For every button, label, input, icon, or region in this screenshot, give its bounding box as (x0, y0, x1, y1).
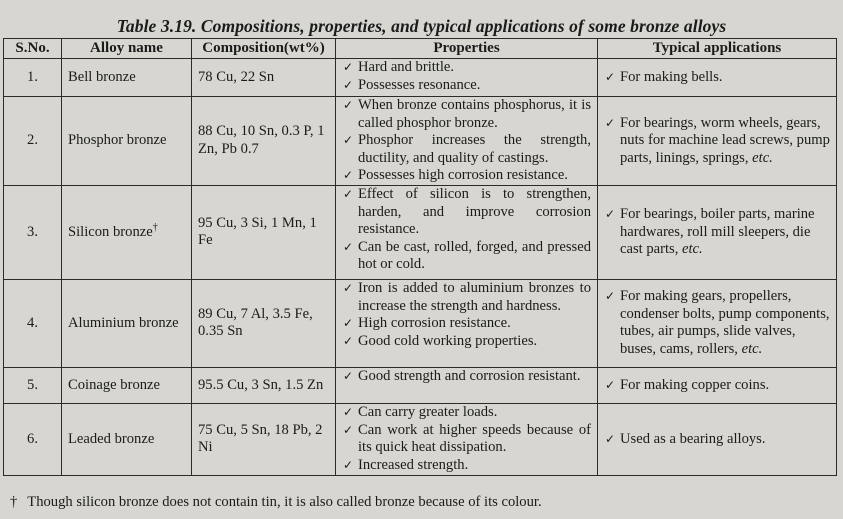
properties-cell (336, 367, 598, 403)
table-row (4, 59, 837, 97)
property-item (342, 186, 591, 239)
footnote-reference: † (152, 221, 158, 233)
property-item (342, 457, 591, 475)
property-item (342, 132, 591, 167)
check-icon: ✓ (343, 280, 354, 295)
application-text: For making bells. (620, 68, 723, 85)
sno-cell: 2. (4, 97, 62, 186)
composition-cell: 88 Cu, 10 Sn, 0.3 P, 1 Zn, Pb 0.7 (192, 97, 336, 186)
check-icon: ✓ (605, 377, 616, 392)
sno-cell: 6. (4, 403, 62, 475)
property-item (342, 422, 591, 457)
check-icon: ✓ (343, 133, 354, 148)
properties-cell (336, 59, 598, 97)
alloy-name-cell (62, 367, 192, 403)
property-text: When bronze contains phosphorus, it is called phosphor bronze. (358, 97, 591, 131)
composition-cell: 95.5 Cu, 3 Sn, 1.5 Zn (192, 367, 336, 403)
applications-list (604, 206, 830, 259)
property-item (342, 239, 591, 274)
alloy-name-cell (62, 403, 192, 475)
properties-list (342, 280, 591, 350)
table-row (4, 367, 837, 403)
properties-list (342, 186, 591, 274)
property-text: Hard and brittle. (358, 59, 455, 75)
table-header-row (4, 39, 837, 59)
check-icon: ✓ (343, 368, 354, 383)
property-text: Can work at higher speeds because of its quick heat dissipation. (358, 421, 591, 456)
property-item (342, 333, 591, 351)
alloy-name: Silicon bronze (68, 223, 153, 240)
check-icon: ✓ (343, 60, 354, 74)
footnote (10, 494, 542, 511)
check-icon: ✓ (343, 316, 354, 331)
table-row (4, 185, 837, 279)
application-text: For bearings, boiler parts, marine hardwares, roll mill sleepers, die cast parts, etc. (620, 206, 815, 258)
table-body (4, 59, 837, 476)
property-text: Good strength and corrosion resistant. (358, 367, 581, 384)
application-item (604, 377, 830, 395)
check-icon: ✓ (343, 457, 354, 472)
property-text: Iron is added to aluminium bronzes to increase the strength and hardness. (358, 279, 591, 314)
property-text: Phosphor increases the strength, ductility, and quality of castings. (358, 132, 591, 166)
property-item (342, 368, 591, 386)
property-text: Possesses resonance. (358, 76, 481, 93)
application-text: Used as a bearing alloys. (620, 430, 766, 447)
property-text: Good cold working properties. (358, 332, 538, 349)
property-item (342, 59, 591, 77)
sno-cell: 1. (4, 59, 62, 97)
sno-cell: 5. (4, 367, 62, 403)
application-text: For making gears, propellers, condenser bolts, pump components, tubes, air pumps, slide valves, buses, cams, rollers, etc. (620, 288, 830, 358)
property-item (342, 167, 591, 185)
column-header-applications: Typical applications (598, 39, 837, 59)
property-text: Can be cast, rolled, forged, and pressed hot or cold. (358, 238, 591, 273)
applications-cell (598, 97, 837, 186)
application-item (604, 431, 830, 449)
property-text: Increased strength. (358, 456, 469, 473)
alloy-name: Aluminium bronze (68, 314, 179, 331)
check-icon: ✓ (343, 186, 354, 201)
properties-list (342, 97, 591, 185)
properties-cell (336, 97, 598, 186)
applications-cell (598, 367, 837, 403)
check-icon: ✓ (605, 289, 616, 304)
check-icon: ✓ (605, 431, 616, 446)
applications-list (604, 288, 830, 358)
check-icon: ✓ (605, 69, 616, 84)
check-icon: ✓ (605, 115, 616, 130)
sno-cell: 3. (4, 185, 62, 279)
check-icon: ✓ (343, 333, 354, 348)
alloy-name-cell (62, 279, 192, 367)
application-text: For bearings, worm wheels, gears, nuts for machine lead screws, pump parts, linings, springs, etc. (620, 114, 830, 166)
alloy-name: Phosphor bronze (68, 132, 167, 149)
composition-cell: 78 Cu, 22 Sn (192, 59, 336, 97)
properties-cell (336, 279, 598, 367)
application-item (604, 69, 830, 87)
alloy-name-cell (62, 59, 192, 97)
column-header-composition: Composition(wt%) (192, 39, 336, 59)
table-row (4, 279, 837, 367)
applications-list (604, 69, 830, 87)
property-text: High corrosion resistance. (358, 315, 511, 332)
property-item (342, 280, 591, 315)
applications-cell (598, 185, 837, 279)
applications-cell (598, 279, 837, 367)
bronze-alloys-table (3, 38, 837, 476)
application-item (604, 206, 830, 259)
footnote-text: Though silicon bronze does not contain tin, it is also called bronze because of its colour. (27, 494, 542, 510)
properties-list (342, 404, 591, 474)
column-header-sno: S.No. (4, 39, 62, 59)
property-item (342, 97, 591, 132)
check-icon: ✓ (343, 77, 354, 92)
check-icon: ✓ (343, 98, 354, 112)
alloy-name: Leaded bronze (68, 430, 155, 447)
table-caption: Table 3.19. Compositions, properties, and typical applications of some bronze alloys (116, 16, 727, 36)
composition-cell: 95 Cu, 3 Si, 1 Mn, 1 Fe (192, 185, 336, 279)
alloy-name-cell (62, 185, 192, 279)
alloy-name: Bell bronze (68, 68, 136, 85)
composition-cell: 75 Cu, 5 Sn, 18 Pb, 2 Ni (192, 403, 336, 475)
properties-list (342, 59, 591, 94)
check-icon: ✓ (343, 404, 354, 419)
property-text: Possesses high corrosion resistance. (358, 167, 568, 184)
applications-list (604, 431, 830, 449)
application-text: For making copper coins. (620, 376, 770, 393)
applications-cell (598, 403, 837, 475)
table-row (4, 97, 837, 186)
check-icon: ✓ (343, 168, 354, 183)
alloy-name: Coinage bronze (68, 376, 160, 393)
footnote-mark: † (10, 494, 18, 510)
etc-emphasis: etc. (752, 149, 773, 166)
applications-cell (598, 59, 837, 97)
sno-cell: 4. (4, 279, 62, 367)
properties-cell (336, 185, 598, 279)
alloy-name-cell (62, 97, 192, 186)
applications-list (604, 377, 830, 395)
properties-cell (336, 403, 598, 475)
composition-cell: 89 Cu, 7 Al, 3.5 Fe, 0.35 Sn (192, 279, 336, 367)
property-item (342, 315, 591, 333)
application-item (604, 115, 830, 168)
etc-emphasis: etc. (682, 241, 703, 258)
application-item (604, 288, 830, 358)
table-row (4, 403, 837, 475)
check-icon: ✓ (343, 422, 354, 437)
column-header-properties: Properties (336, 39, 598, 59)
etc-emphasis: etc. (741, 341, 763, 358)
property-item (342, 77, 591, 95)
column-header-alloy-name: Alloy name (62, 39, 192, 59)
property-text: Can carry greater loads. (358, 403, 498, 420)
check-icon: ✓ (605, 207, 616, 222)
property-item (342, 404, 591, 422)
check-icon: ✓ (343, 239, 354, 254)
applications-list (604, 115, 830, 168)
properties-list (342, 368, 591, 386)
property-text: Effect of silicon is to strengthen, harden, and improve corrosion resistance. (358, 185, 591, 238)
